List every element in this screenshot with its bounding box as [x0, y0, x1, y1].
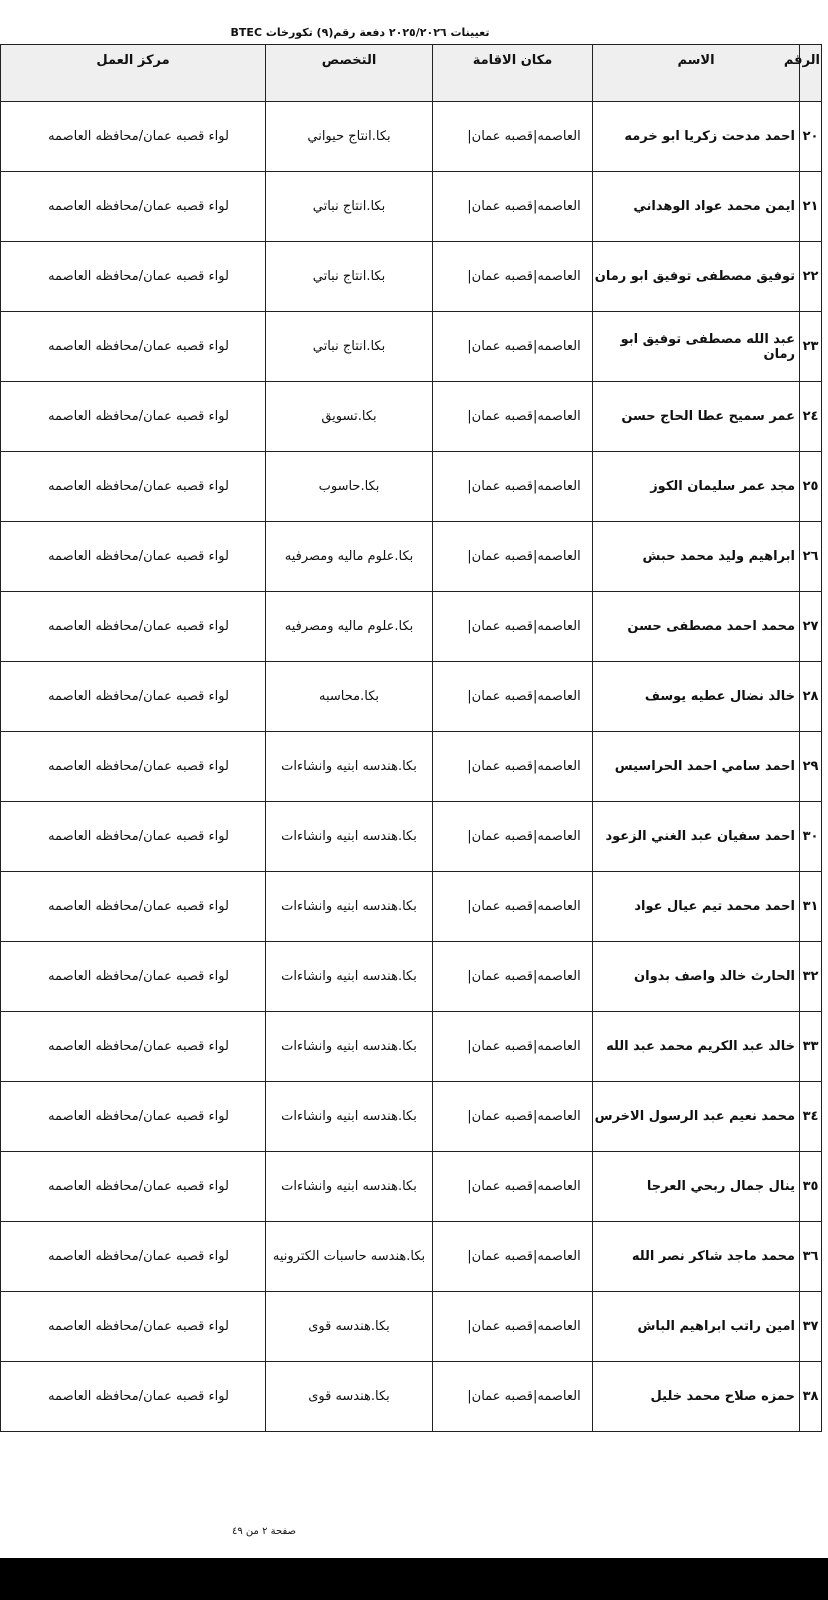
row-residence: العاصمه|قصبه عمان| [433, 872, 593, 942]
row-name: احمد مدحت زكريا ابو خرمه [593, 102, 800, 172]
row-residence: العاصمه|قصبه عمان| [433, 1152, 593, 1222]
row-residence: العاصمه|قصبه عمان| [433, 172, 593, 242]
row-name: ايمن محمد عواد الوهداني [593, 172, 800, 242]
row-name: احمد سامي احمد الحراسيس [593, 732, 800, 802]
row-specialty: بكا.محاسبه [266, 662, 433, 732]
table-row [1, 1012, 822, 1082]
row-work-center: لواء قصبه عمان/محافظه العاصمه [1, 1222, 266, 1292]
row-residence: العاصمه|قصبه عمان| [433, 1082, 593, 1152]
row-specialty: بكا.هندسه ابنيه وانشاءات [266, 1082, 433, 1152]
row-number: ٢١ [800, 172, 822, 242]
row-name: حمزه صلاح محمد خليل [593, 1362, 800, 1432]
row-residence: العاصمه|قصبه عمان| [433, 242, 593, 312]
header-name: الاسم [593, 45, 800, 102]
row-residence: العاصمه|قصبه عمان| [433, 522, 593, 592]
row-name: عبد الله مصطفى توفيق ابو رمان [593, 312, 800, 382]
row-residence: العاصمه|قصبه عمان| [433, 802, 593, 872]
row-residence: العاصمه|قصبه عمان| [433, 1362, 593, 1432]
row-number: ٢٢ [800, 242, 822, 312]
row-name: خالد نضال عطيه يوسف [593, 662, 800, 732]
row-residence: العاصمه|قصبه عمان| [433, 662, 593, 732]
row-residence: العاصمه|قصبه عمان| [433, 382, 593, 452]
row-name: محمد احمد مصطفى حسن [593, 592, 800, 662]
row-residence: العاصمه|قصبه عمان| [433, 942, 593, 1012]
row-number: ٢٩ [800, 732, 822, 802]
page-title: تعيينات ٢٠٢٥/٢٠٢٦ دفعة رقم(٩) تكورخات BTEC [230, 26, 490, 39]
row-work-center: لواء قصبه عمان/محافظه العاصمه [1, 1012, 266, 1082]
row-work-center: لواء قصبه عمان/محافظه العاصمه [1, 872, 266, 942]
row-work-center: لواء قصبه عمان/محافظه العاصمه [1, 312, 266, 382]
row-number: ٣٨ [800, 1362, 822, 1432]
row-specialty: بكا.هندسه قوى [266, 1292, 433, 1362]
row-residence: العاصمه|قصبه عمان| [433, 1012, 593, 1082]
table-row [1, 1292, 822, 1362]
row-specialty: بكا.علوم ماليه ومصرفيه [266, 592, 433, 662]
row-specialty: بكا.هندسه ابنيه وانشاءات [266, 1152, 433, 1222]
row-specialty: بكا.انتاج نباتي [266, 172, 433, 242]
row-residence: العاصمه|قصبه عمان| [433, 732, 593, 802]
row-name: عمر سميح عطا الحاج حسن [593, 382, 800, 452]
row-work-center: لواء قصبه عمان/محافظه العاصمه [1, 732, 266, 802]
row-name: توفيق مصطفى توفيق ابو رمان [593, 242, 800, 312]
row-work-center: لواء قصبه عمان/محافظه العاصمه [1, 1082, 266, 1152]
row-specialty: بكا.انتاج حيواني [266, 102, 433, 172]
table-row [1, 1152, 822, 1222]
table-row [1, 1362, 822, 1432]
row-number: ٢٨ [800, 662, 822, 732]
header-num: الرقم [800, 45, 822, 102]
row-work-center: لواء قصبه عمان/محافظه العاصمه [1, 1292, 266, 1362]
row-specialty: بكا.هندسه حاسبات الكترونيه [266, 1222, 433, 1292]
row-residence: العاصمه|قصبه عمان| [433, 1222, 593, 1292]
row-work-center: لواء قصبه عمان/محافظه العاصمه [1, 662, 266, 732]
row-name: خالد عبد الكريم محمد عبد الله [593, 1012, 800, 1082]
row-residence: العاصمه|قصبه عمان| [433, 1292, 593, 1362]
row-number: ٢٠ [800, 102, 822, 172]
row-number: ٣٦ [800, 1222, 822, 1292]
row-name: ابراهيم وليد محمد حبش [593, 522, 800, 592]
row-name: محمد نعيم عبد الرسول الاخرس [593, 1082, 800, 1152]
row-specialty: بكا.هندسه ابنيه وانشاءات [266, 802, 433, 872]
appointments-table [0, 44, 822, 1432]
table-row [1, 732, 822, 802]
row-number: ٢٥ [800, 452, 822, 522]
row-name: امين راتب ابراهيم الباش [593, 1292, 800, 1362]
row-number: ٣٧ [800, 1292, 822, 1362]
table-row [1, 592, 822, 662]
table-row [1, 382, 822, 452]
row-number: ٣٤ [800, 1082, 822, 1152]
row-number: ٢٧ [800, 592, 822, 662]
row-name: ينال جمال ربحي العرجا [593, 1152, 800, 1222]
table-row [1, 942, 822, 1012]
table-row [1, 1222, 822, 1292]
row-work-center: لواء قصبه عمان/محافظه العاصمه [1, 242, 266, 312]
row-specialty: بكا.هندسه قوى [266, 1362, 433, 1432]
row-work-center: لواء قصبه عمان/محافظه العاصمه [1, 1152, 266, 1222]
row-number: ٣٠ [800, 802, 822, 872]
row-work-center: لواء قصبه عمان/محافظه العاصمه [1, 172, 266, 242]
row-name: احمد محمد تيم عيال عواد [593, 872, 800, 942]
table-row [1, 1082, 822, 1152]
row-work-center: لواء قصبه عمان/محافظه العاصمه [1, 802, 266, 872]
header-specialty: التخصص [266, 45, 433, 102]
row-number: ٣٣ [800, 1012, 822, 1082]
row-work-center: لواء قصبه عمان/محافظه العاصمه [1, 522, 266, 592]
row-specialty: بكا.انتاج نباتي [266, 242, 433, 312]
row-number: ٢٤ [800, 382, 822, 452]
row-work-center: لواء قصبه عمان/محافظه العاصمه [1, 1362, 266, 1432]
table-row [1, 172, 822, 242]
row-specialty: بكا.هندسه ابنيه وانشاءات [266, 732, 433, 802]
row-name: محمد ماجد شاكر نصر الله [593, 1222, 800, 1292]
table-header-row [1, 45, 822, 102]
row-name: الحارث خالد واصف بدوان [593, 942, 800, 1012]
row-work-center: لواء قصبه عمان/محافظه العاصمه [1, 942, 266, 1012]
header-work-center: مركز العمل [1, 45, 266, 102]
row-name: احمد سفيان عبد الغني الزعود [593, 802, 800, 872]
table-row [1, 522, 822, 592]
row-number: ٣٢ [800, 942, 822, 1012]
row-number: ٣١ [800, 872, 822, 942]
table-row [1, 872, 822, 942]
table-row [1, 802, 822, 872]
row-residence: العاصمه|قصبه عمان| [433, 102, 593, 172]
row-number: ٣٥ [800, 1152, 822, 1222]
scan-bottom-edge [0, 1558, 828, 1600]
row-work-center: لواء قصبه عمان/محافظه العاصمه [1, 102, 266, 172]
row-number: ٢٦ [800, 522, 822, 592]
row-specialty: بكا.حاسوب [266, 452, 433, 522]
row-specialty: بكا.تسويق [266, 382, 433, 452]
table-row [1, 242, 822, 312]
header-residence: مكان الاقامة [433, 45, 593, 102]
row-specialty: بكا.هندسه ابنيه وانشاءات [266, 942, 433, 1012]
row-specialty: بكا.هندسه ابنيه وانشاءات [266, 1012, 433, 1082]
page-number: صفحة ٢ من ٤٩ [232, 1526, 296, 1537]
row-residence: العاصمه|قصبه عمان| [433, 452, 593, 522]
row-specialty: بكا.علوم ماليه ومصرفيه [266, 522, 433, 592]
row-work-center: لواء قصبه عمان/محافظه العاصمه [1, 592, 266, 662]
row-residence: العاصمه|قصبه عمان| [433, 312, 593, 382]
table-row [1, 102, 822, 172]
row-name: مجد عمر سليمان الكوز [593, 452, 800, 522]
table-row [1, 662, 822, 732]
row-work-center: لواء قصبه عمان/محافظه العاصمه [1, 452, 266, 522]
row-number: ٢٣ [800, 312, 822, 382]
row-specialty: بكا.انتاج نباتي [266, 312, 433, 382]
row-work-center: لواء قصبه عمان/محافظه العاصمه [1, 382, 266, 452]
row-specialty: بكا.هندسه ابنيه وانشاءات [266, 872, 433, 942]
table-body [1, 102, 822, 1432]
table-row [1, 452, 822, 522]
table-row [1, 312, 822, 382]
row-residence: العاصمه|قصبه عمان| [433, 592, 593, 662]
